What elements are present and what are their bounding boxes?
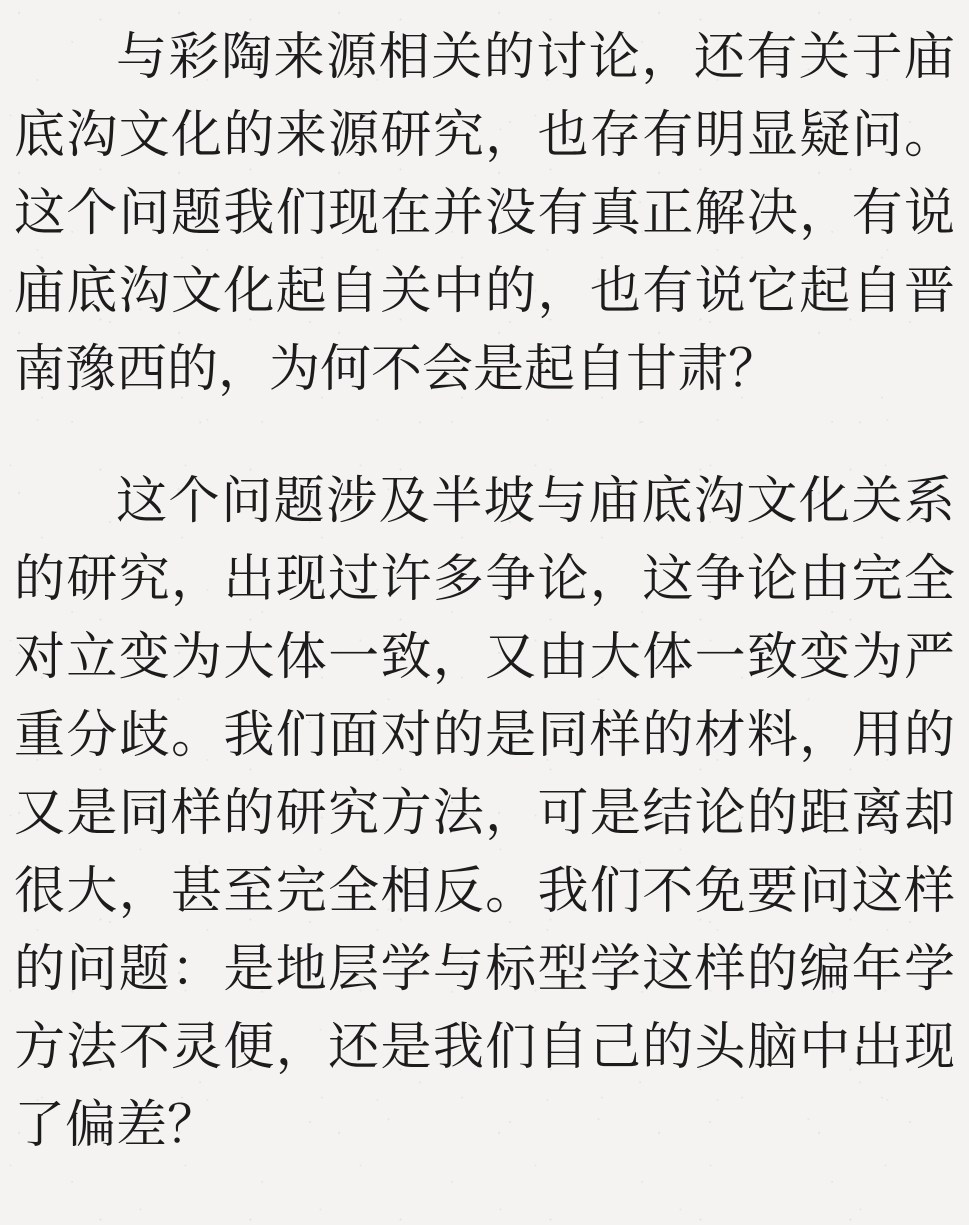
article-body — [14, 18, 955, 1164]
paragraph-1: 与彩陶来源相关的讨论，还有关于庙底沟文化的来源研究，也存有明显疑问。这个问题我们现在并没有真正解决，有说庙底沟文化起自关中的，也有说它起自晋南豫西的，为何不会是起自甘肃？ — [14, 28, 955, 397]
paragraph-2: 这个问题涉及半坡与庙底沟文化关系的研究，出现过许多争论，这争论由完全对立变为大体一致，又由大体一致变为严重分歧。我们面对的是同样的材料，用的又是同样的研究方法，可是结论的距离却很大，甚至完全相反。我们不免要问这样的问题：是地层学与标型学这样的编年学方法不灵便，还是我们自己的头脑中出现了偏差？ — [14, 472, 955, 1153]
